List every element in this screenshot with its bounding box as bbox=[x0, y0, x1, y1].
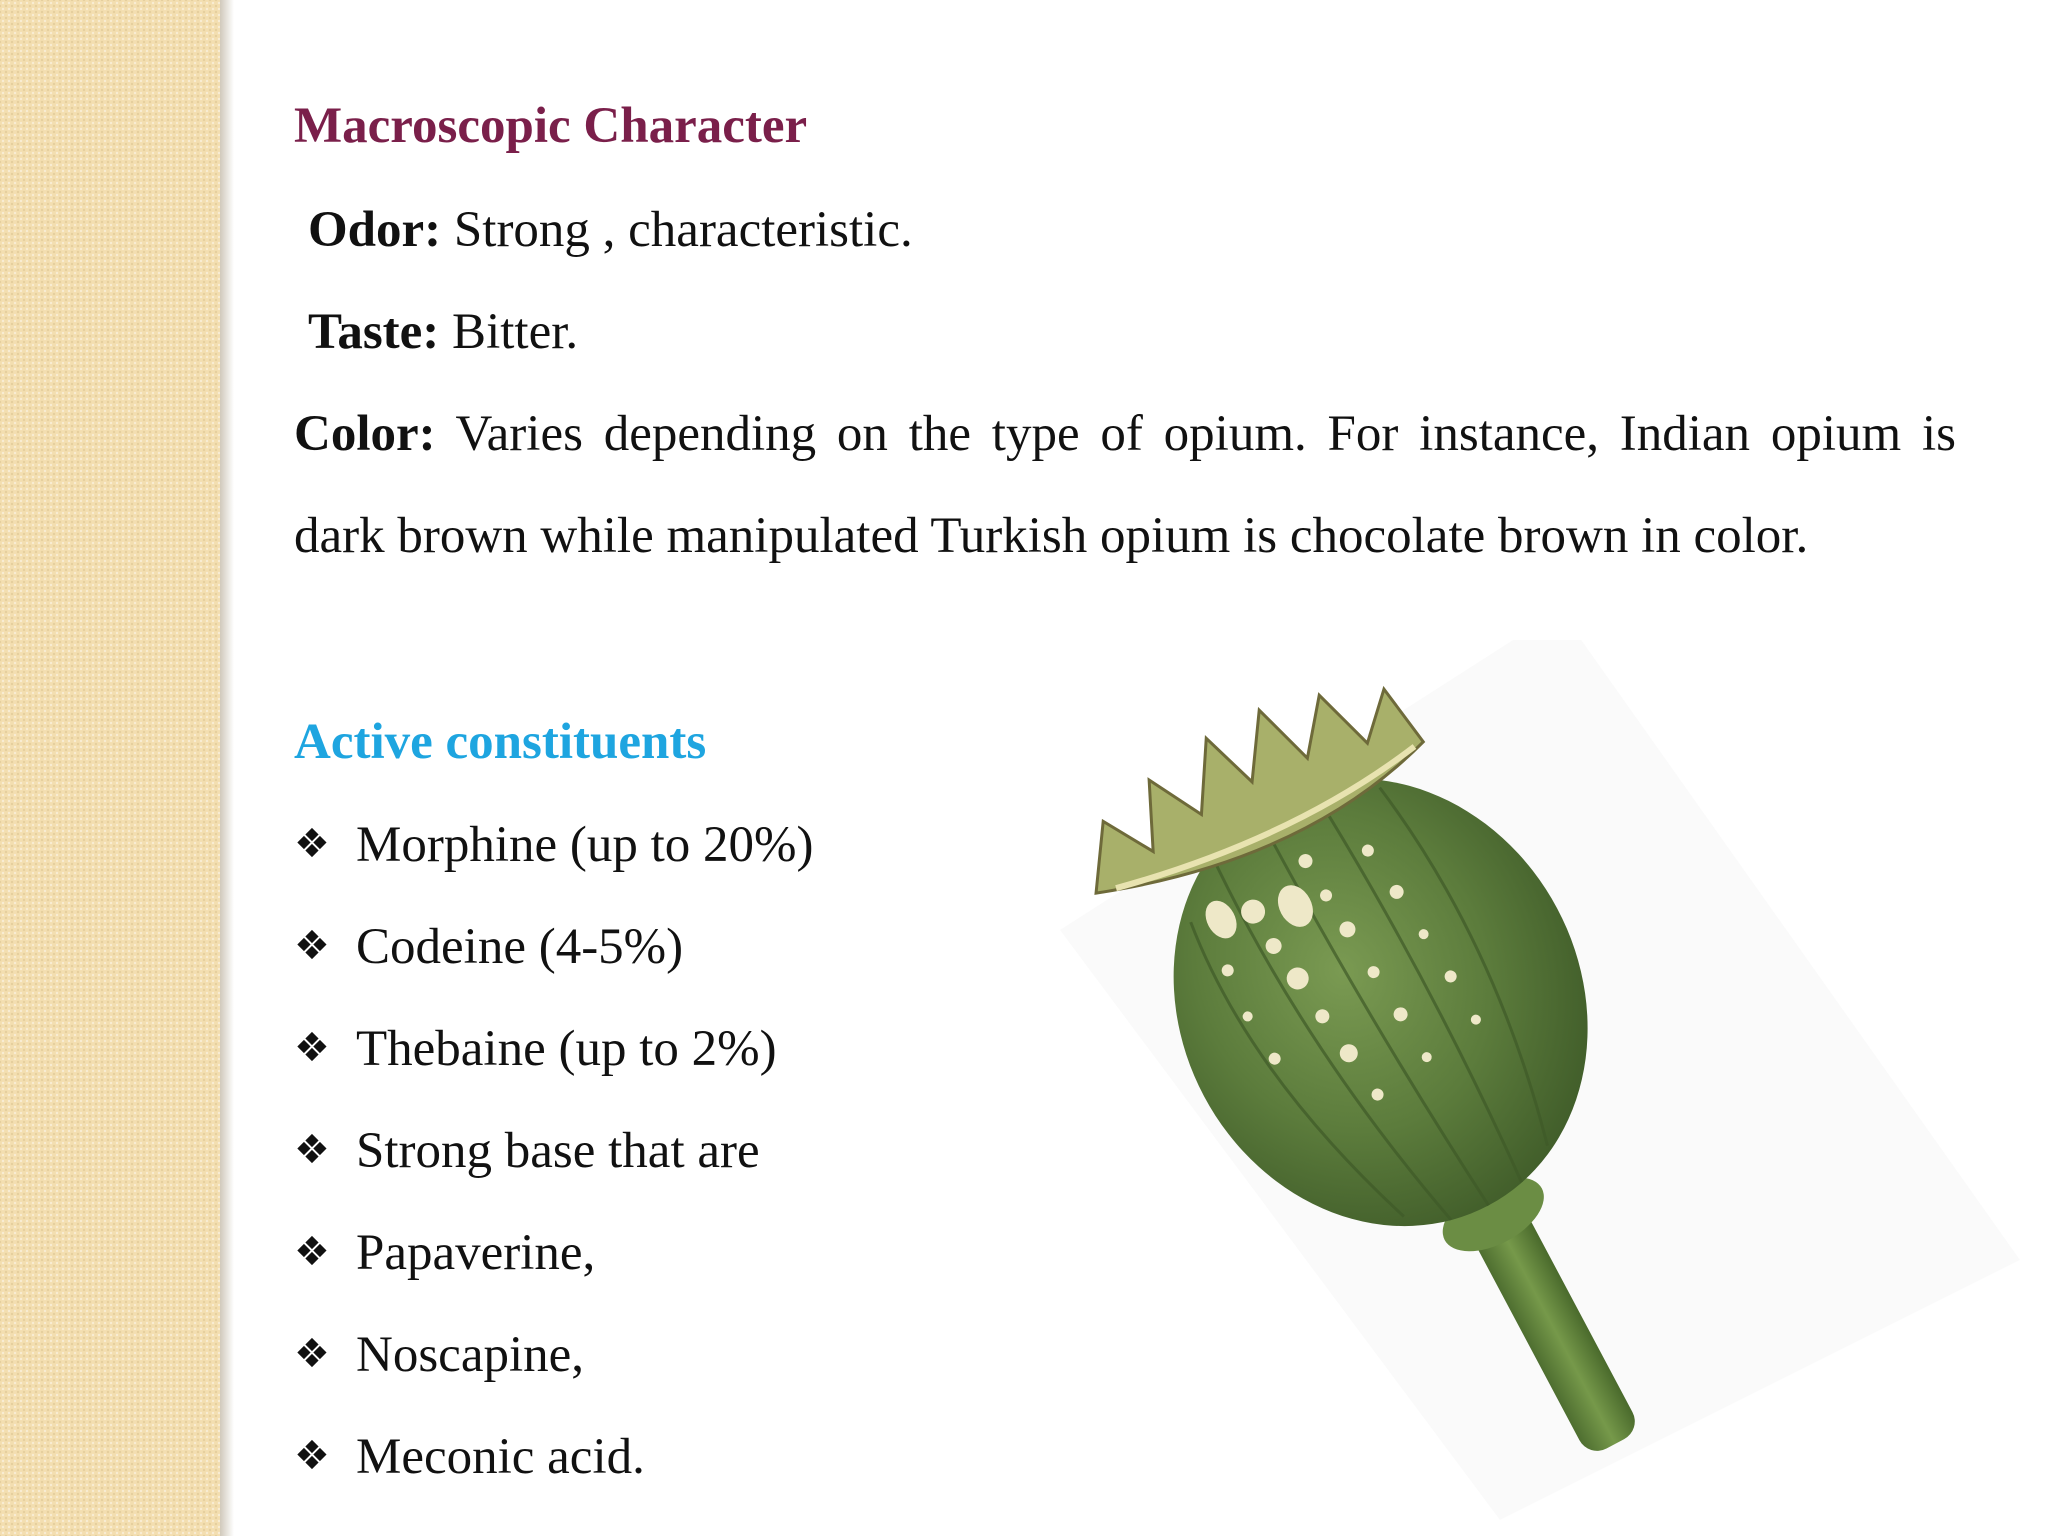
list-item: ❖ Papaverine, bbox=[294, 1222, 595, 1283]
constituents-heading: Active constituents bbox=[294, 714, 707, 770]
bullet-icon: ❖ bbox=[294, 1127, 330, 1173]
section-heading: Macroscopic Character bbox=[294, 98, 808, 154]
list-item: ❖ Strong base that are bbox=[294, 1120, 760, 1181]
bullet-icon: ❖ bbox=[294, 923, 330, 969]
color-value: Varies depending on the type of opium. For instance, Indian opium is dark brown while manipulated Turkish opium is chocolate brown in color. bbox=[294, 406, 1956, 564]
side-strip-shadow bbox=[220, 0, 234, 1536]
list-item: ❖ Noscapine, bbox=[294, 1324, 584, 1385]
odor-value: Strong , characteristic. bbox=[453, 202, 913, 258]
taste-line bbox=[308, 302, 578, 362]
color-paragraph bbox=[294, 383, 1956, 587]
list-item: ❖ Codeine (4-5%) bbox=[294, 916, 683, 977]
decorative-side-strip bbox=[0, 0, 220, 1536]
bullet-icon: ❖ bbox=[294, 1229, 330, 1275]
taste-value: Bitter. bbox=[452, 304, 579, 360]
odor-label: Odor: bbox=[308, 202, 442, 258]
poppy-capsule-image bbox=[1060, 640, 2020, 1520]
taste-label: Taste: bbox=[308, 304, 440, 360]
list-item: ❖ Morphine (up to 20%) bbox=[294, 814, 814, 875]
bullet-icon: ❖ bbox=[294, 1433, 330, 1479]
bullet-icon: ❖ bbox=[294, 1025, 330, 1071]
bullet-icon: ❖ bbox=[294, 821, 330, 867]
odor-line bbox=[308, 200, 913, 260]
list-item: ❖ Thebaine (up to 2%) bbox=[294, 1018, 777, 1079]
bullet-icon: ❖ bbox=[294, 1331, 330, 1377]
color-label: Color: bbox=[294, 406, 436, 462]
list-item: ❖ Meconic acid. bbox=[294, 1426, 645, 1487]
